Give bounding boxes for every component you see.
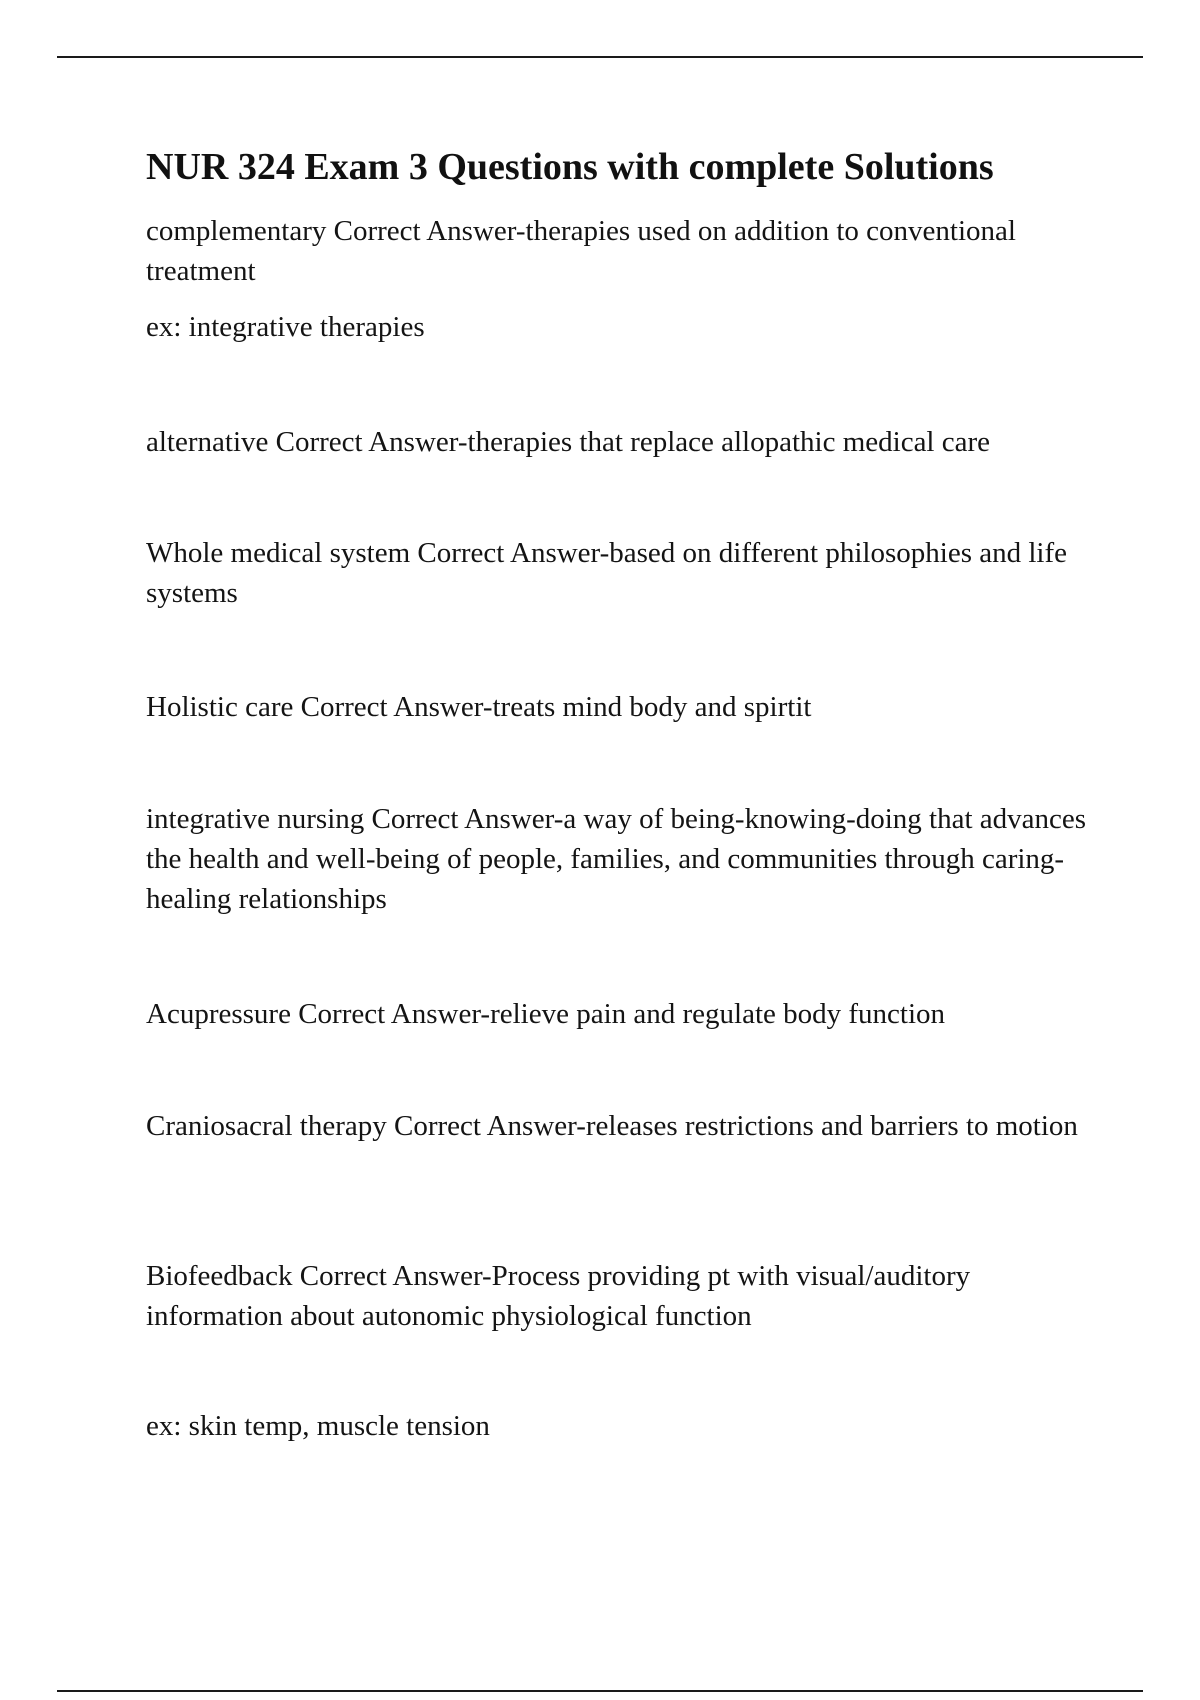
- entry-complementary: complementary Correct Answer-therapies used on addition to conventional treatment: [146, 215, 1016, 287]
- entry-alternative: alternative Correct Answer-therapies that replace allopathic medical care: [146, 426, 991, 458]
- entry-biofeedback: Biofeedback Correct Answer-Process providing pt with visual/auditory information about autonomic physiological function: [146, 1260, 971, 1332]
- entry-acupressure: Acupressure Correct Answer-relieve pain and regulate body function: [146, 998, 946, 1030]
- entry-integrative-nursing: integrative nursing Correct Answer-a way of being-knowing-doing that advances the health and well-being of people, families, and communities through caring-healing relationships: [146, 803, 1087, 915]
- bottom-rule: [57, 1690, 1143, 1692]
- top-rule: [57, 56, 1143, 58]
- document-title: NUR 324 Exam 3 Questions with complete Solutions: [146, 146, 994, 188]
- entry-craniosacral-therapy: Craniosacral therapy Correct Answer-releases restrictions and barriers to motion: [146, 1110, 1078, 1142]
- document-header: [146, 141, 1106, 193]
- entry-biofeedback-example: ex: skin temp, muscle tension: [146, 1410, 490, 1442]
- entry-holistic-care: Holistic care Correct Answer-treats mind body and spirtit: [146, 691, 812, 723]
- entry-whole-medical-system: Whole medical system Correct Answer-based on different philosophies and life systems: [146, 537, 1067, 609]
- entry-complementary-example: ex: integrative therapies: [146, 311, 425, 343]
